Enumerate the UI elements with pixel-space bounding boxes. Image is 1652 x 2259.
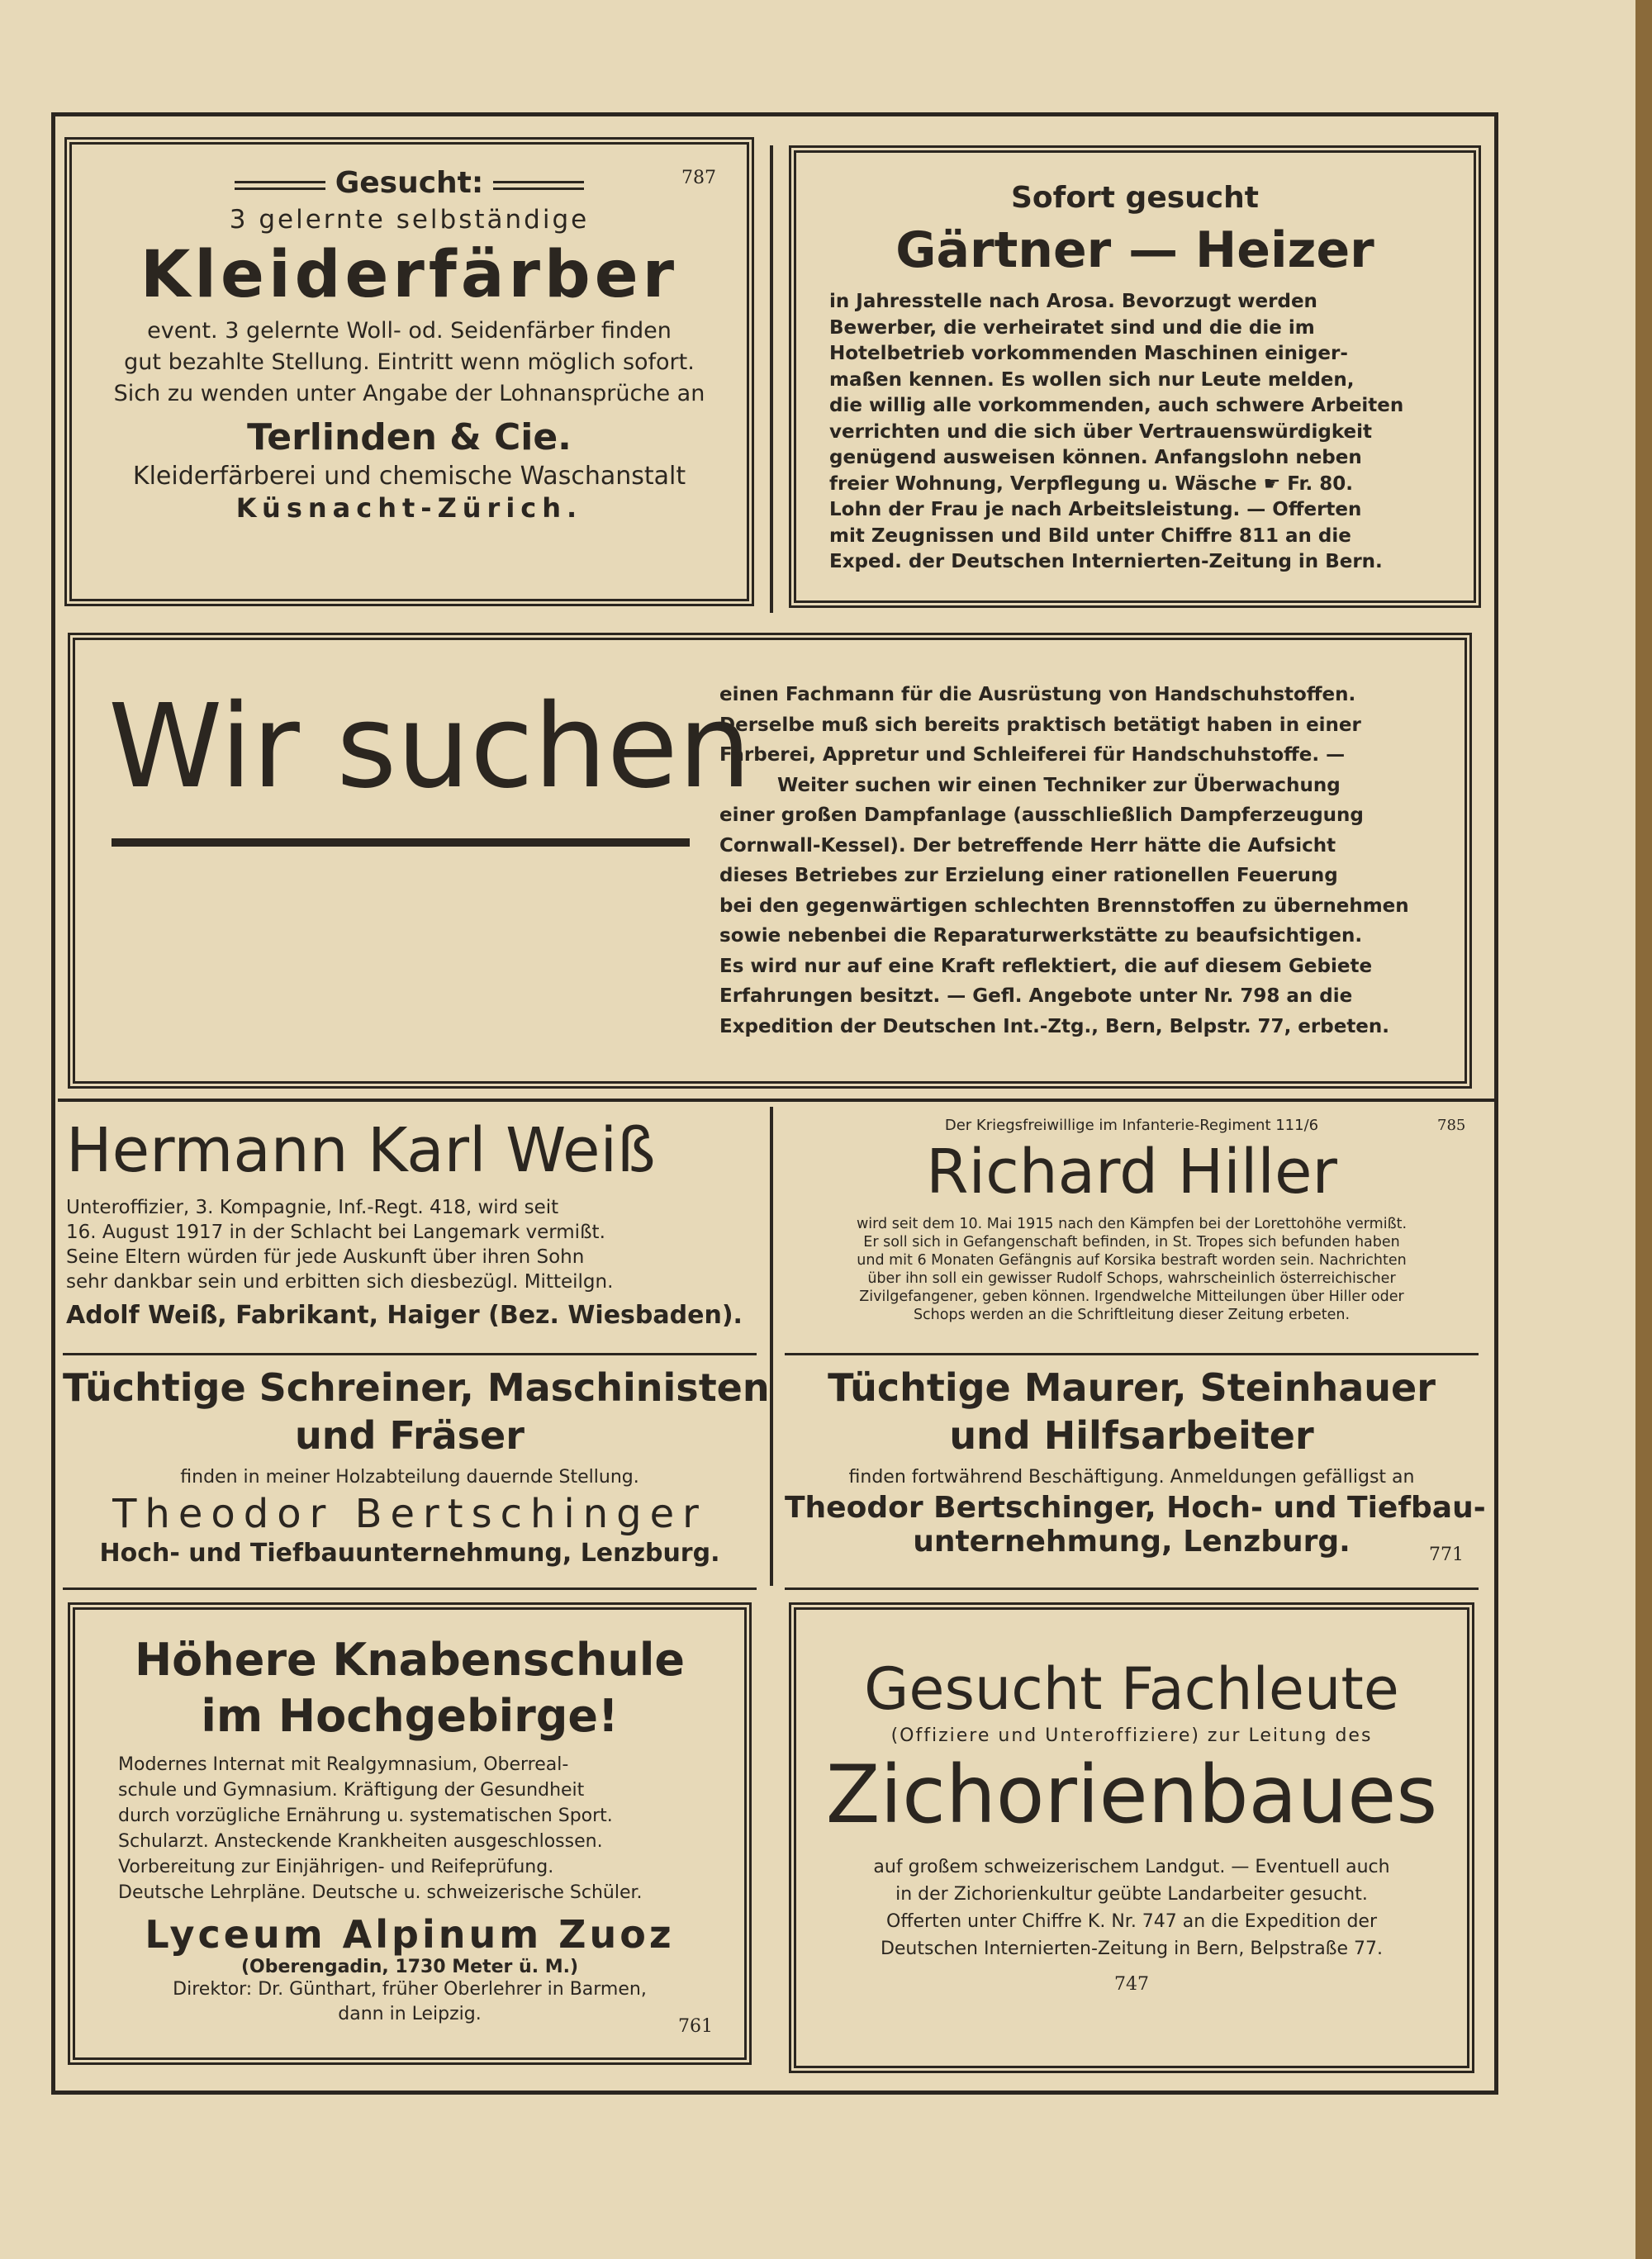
body-line: Deutsche Lehrpläne. Deutsche u. schweizerische Schüler. xyxy=(118,1882,643,1903)
ad-lyceum-alpinum xyxy=(68,1602,752,2065)
ad-number: 785 xyxy=(1437,1117,1466,1134)
ad-company-desc: Kleiderfärberei und chemische Waschanstalt xyxy=(132,462,686,491)
ad-schreiner xyxy=(63,1363,770,1586)
body-line: durch vorzügliche Ernährung u. systematischen Sport. xyxy=(118,1806,613,1826)
heading-rule-right xyxy=(493,181,584,190)
body-line: Modernes Internat mit Realgymnasium, Oberreal- xyxy=(118,1754,569,1775)
ad-subhead: 3 gelernte selbständige xyxy=(229,205,590,235)
body-line: Lohn der Frau je nach Arbeitsleistung. — Offerten xyxy=(829,499,1362,520)
body-line: einen Fachmann für die Ausrüstung von Handschuhstoffen. xyxy=(719,684,1356,705)
ad-company: Hoch- und Tiefbauunternehmung, Lenzburg. xyxy=(99,1539,720,1568)
body-line: sehr dankbar sein und erbitten sich diesbezügl. Mitteilgn. xyxy=(66,1271,614,1293)
ad-heading: Gesucht: xyxy=(335,166,484,200)
ad-number: 761 xyxy=(678,2016,713,2037)
body-line: Deutschen Internierten-Zeitung in Bern, Belpstraße 77. xyxy=(880,1939,1384,1959)
ad-hermann-karl-weiss xyxy=(66,1111,760,1350)
body-line: genügend ausweisen können. Anfangslohn neben xyxy=(829,447,1362,468)
ad-body xyxy=(118,1752,728,1905)
ad-name-line-2: unternehmung, Lenzburg. xyxy=(913,1525,1351,1559)
body-line: Sich zu wenden unter Angabe der Lohnansprüche an xyxy=(113,381,705,406)
ad-body: finden fortwährend Beschäftigung. Anmeldungen gefälligst an xyxy=(848,1467,1415,1488)
ad-location: (Oberengadin, 1730 Meter ü. M.) xyxy=(240,1957,579,1977)
ad-body: finden in meiner Holzabteilung dauernde Stellung. xyxy=(180,1467,639,1488)
ad-director-line-2: dann in Leipzig. xyxy=(338,2004,482,2024)
body-line: Hotelbetrieb vorkommenden Maschinen einiger- xyxy=(829,343,1348,364)
ad-gaertner-heizer xyxy=(789,145,1481,608)
body-line: über ihn soll ein gewisser Rudolf Schops, wahrscheinlich österreichischer xyxy=(867,1270,1396,1287)
body-line: Schularzt. Ansteckende Krankheiten ausgeschlossen. xyxy=(118,1831,603,1852)
ad-heading-row xyxy=(72,166,747,200)
body-line: Exped. der Deutschen Internierten-Zeitung in Bern. xyxy=(829,551,1383,572)
body-line: freier Wohnung, Verpflegung u. Wäsche ☛ Fr. 80. xyxy=(829,472,1354,495)
column-divider xyxy=(770,145,773,613)
ad-body xyxy=(66,1195,760,1294)
column-divider xyxy=(770,1107,773,1586)
ad-title: Wir suchen xyxy=(108,680,752,814)
ad-title: Kleiderfärber xyxy=(140,238,679,312)
ad-number: 771 xyxy=(1429,1545,1464,1565)
body-line: und mit 6 Monaten Gefängnis auf Korsika bestraft worden sein. Nachrichten xyxy=(857,1252,1407,1269)
ad-title-line-1: Gesucht Fachleute xyxy=(864,1655,1399,1723)
ad-title-line-1: Tüchtige Maurer, Steinhauer xyxy=(828,1365,1436,1410)
title-underline xyxy=(112,838,690,847)
ad-title-line-1: Höhere Knabenschule xyxy=(134,1634,686,1686)
body-line: verrichten und die sich über Vertrauenswürdigkeit xyxy=(829,420,1373,443)
ad-place: Küsnacht-Zürich. xyxy=(235,492,583,524)
ad-heading: Sofort gesucht xyxy=(1011,181,1259,215)
row-rule xyxy=(785,1353,1479,1355)
body-line: Derselbe muß sich bereits praktisch betätigt haben in einer xyxy=(719,714,1361,736)
body-line: Erfahrungen besitzt. — Gefl. Angebote unter Nr. 798 an die xyxy=(719,985,1353,1007)
body-line: 16. August 1917 in der Schlacht bei Langemark vermißt. xyxy=(66,1222,605,1243)
ad-maurer xyxy=(785,1363,1486,1586)
body-line: wird seit dem 10. Mai 1915 nach den Kämpfen bei der Lorettohöhe vermißt. xyxy=(856,1216,1408,1232)
body-line: in Jahresstelle nach Arosa. Bevorzugt werden xyxy=(829,291,1317,312)
page-edge xyxy=(1635,0,1652,2259)
ad-name: Lyceum Alpinum Zuoz xyxy=(145,1912,675,1957)
body-line: die willig alle vorkommenden, auch schwere Arbeiten xyxy=(829,395,1404,416)
body-line: Offerten unter Chiffre K. Nr. 747 an die Expedition der xyxy=(886,1911,1377,1932)
ad-body xyxy=(719,680,1463,1042)
ad-name: Theodor Bertschinger xyxy=(112,1491,707,1537)
ad-zichorienbaues xyxy=(789,1602,1474,2073)
body-line: Weiter suchen wir einen Techniker zur Überwachung xyxy=(777,774,1341,796)
ad-subtitle: (Offiziere und Unteroffiziere) zur Leitung des xyxy=(890,1725,1373,1746)
body-line: Schops werden an die Schriftleitung dieser Zeitung erbeten. xyxy=(913,1307,1351,1323)
ad-title: Gärtner — Heizer xyxy=(895,221,1374,279)
ad-top-line: Der Kriegsfreiwillige im Infanterie-Regiment 111/6 xyxy=(944,1117,1319,1134)
ad-body xyxy=(829,289,1455,576)
body-line: einer großen Dampfanlage (ausschließlich Dampferzeugung xyxy=(719,804,1364,826)
body-line: Seine Eltern würden für jede Auskunft über ihren Sohn xyxy=(66,1246,585,1268)
ad-title-line-2: und Fräser xyxy=(295,1413,525,1458)
row-rule xyxy=(63,1353,757,1355)
body-line: Färberei, Appretur und Schleiferei für Handschuhstoffe. — xyxy=(719,744,1346,766)
body-line: Bewerber, die verheiratet sind und die die im xyxy=(829,316,1315,339)
ad-name-line-1: Theodor Bertschinger, Hoch- und Tiefbau- xyxy=(785,1491,1486,1525)
body-line: maßen kennen. Es wollen sich nur Leute melden, xyxy=(829,368,1355,391)
body-line: Expedition der Deutschen Int.-Ztg., Bern, Belpstr. 77, erbeten. xyxy=(719,1015,1390,1037)
ad-title-line-1: Tüchtige Schreiner, Maschinisten xyxy=(63,1365,770,1410)
ad-title-line-2: im Hochgebirge! xyxy=(201,1690,619,1742)
body-line: Zivilgefangener, geben können. Irgendwelche Mitteilungen über Hiller oder xyxy=(859,1288,1404,1305)
ad-kleiderfaerber xyxy=(64,137,754,606)
body-line: Cornwall-Kessel). Der betreffende Herr hätte die Aufsicht xyxy=(719,834,1336,857)
ad-number: 787 xyxy=(681,168,716,188)
ad-number: 747 xyxy=(1114,1974,1149,1995)
body-line: in der Zichorienkultur geübte Landarbeiter gesucht. xyxy=(895,1884,1368,1905)
body-line: auf großem schweizerischem Landgut. — Eventuell auch xyxy=(873,1857,1390,1877)
ad-title-line-2: Zichorienbaues xyxy=(825,1749,1438,1841)
ad-signature: Adolf Weiß, Fabrikant, Haiger (Bez. Wiesbaden). xyxy=(66,1301,743,1330)
ad-title-line-2: und Hilfsarbeiter xyxy=(949,1413,1314,1458)
body-line: bei den gegenwärtigen schlechten Brennstoffen zu übernehmen xyxy=(719,895,1409,917)
ad-title: Hermann Karl Weiß xyxy=(66,1115,656,1186)
body-line: mit Zeugnissen und Bild unter Chiffre 811 an die xyxy=(829,524,1351,547)
ad-body xyxy=(72,316,747,410)
row-rule xyxy=(63,1587,757,1590)
ad-body xyxy=(785,1215,1479,1324)
body-line: Er soll sich in Gefangenschaft befinden, in St. Tropes sich befunden haben xyxy=(863,1234,1400,1251)
body-line: schule und Gymnasium. Kräftigung der Gesundheit xyxy=(118,1780,585,1801)
ad-title: Richard Hiller xyxy=(926,1137,1337,1208)
ad-body xyxy=(796,1853,1467,1962)
ad-richard-hiller xyxy=(785,1117,1479,1356)
row-rule xyxy=(785,1587,1479,1590)
body-line: gut bezahlte Stellung. Eintritt wenn möglich sofort. xyxy=(124,349,695,375)
ad-wir-suchen xyxy=(68,633,1472,1089)
heading-rule-left xyxy=(235,181,325,190)
body-line: Vorbereitung zur Einjährigen- und Reifeprüfung. xyxy=(118,1857,554,1877)
body-line: sowie nebenbei die Reparaturwerkstätte zu beaufsichtigen. xyxy=(719,925,1363,947)
ad-company: Terlinden & Cie. xyxy=(247,416,572,458)
body-line: Unteroffizier, 3. Kompagnie, Inf.-Regt. 418, wird seit xyxy=(66,1197,559,1218)
body-line: Es wird nur auf eine Kraft reflektiert, die auf diesem Gebiete xyxy=(719,955,1373,977)
section-rule xyxy=(58,1099,1495,1102)
body-line: event. 3 gelernte Woll- od. Seidenfärber finden xyxy=(147,318,672,344)
ad-director-line-1: Direktor: Dr. Günthart, früher Oberlehrer in Barmen, xyxy=(173,1979,647,2000)
body-line: dieses Betriebes zur Erzielung einer rationellen Feuerung xyxy=(719,865,1338,886)
